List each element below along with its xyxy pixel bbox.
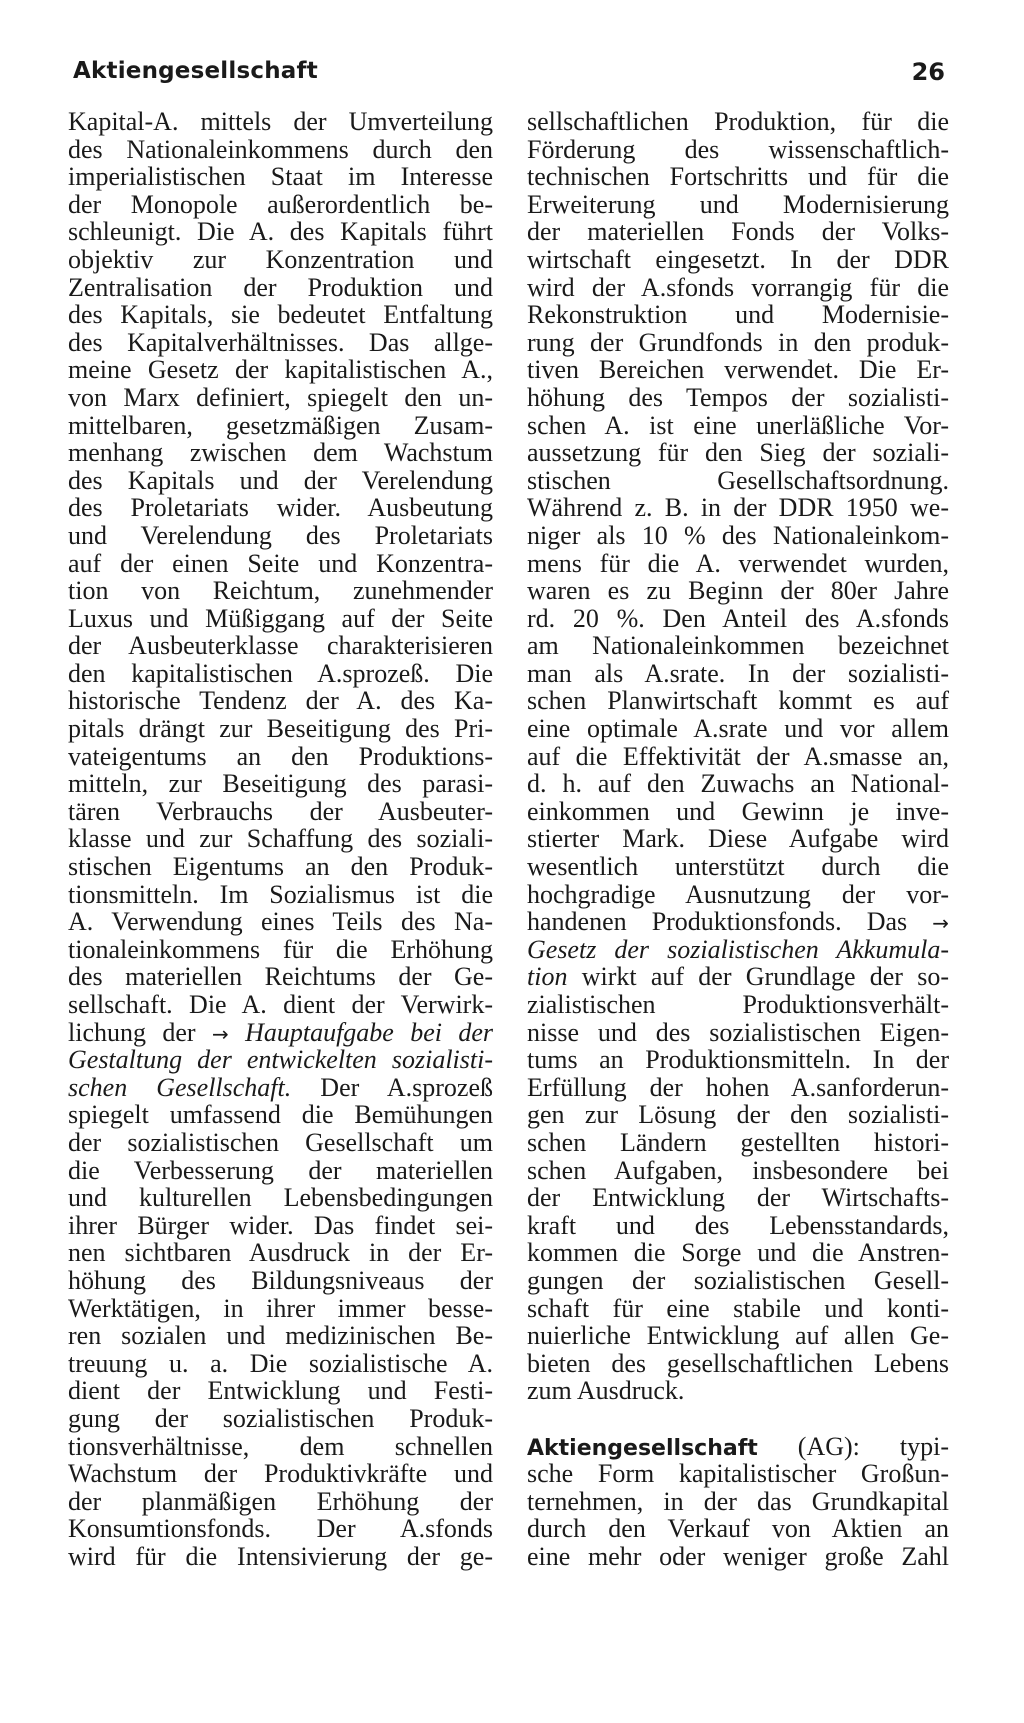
text-line xyxy=(68,1184,493,1212)
text-segment: Kapital-A. mittels der Umverteilung xyxy=(68,107,493,136)
cross-reference-text: schen Gesellschaft. xyxy=(68,1072,292,1102)
text-line xyxy=(68,108,493,136)
text-segment: tiven Bereichen verwendet. Die Er- xyxy=(527,355,949,385)
text-line xyxy=(527,1046,949,1074)
text-line xyxy=(527,660,949,688)
text-line xyxy=(68,1267,493,1295)
text-line xyxy=(527,1267,949,1295)
text-line xyxy=(527,743,949,771)
text-line xyxy=(68,660,493,688)
text-segment: Wachstum der Produktivkräfte und xyxy=(68,1459,493,1489)
text-segment: Rekonstruktion und Modernisie- xyxy=(527,300,949,330)
text-segment: am Nationaleinkommen bezeichnet xyxy=(527,631,949,661)
text-line xyxy=(527,1488,949,1516)
text-segment: Erweiterung und Modernisierung xyxy=(527,189,949,219)
text-segment: handenen Produktionsfonds. Das xyxy=(527,907,933,937)
text-line xyxy=(68,963,493,991)
entry-headword: Aktiengesellschaft xyxy=(527,1435,758,1461)
text-line xyxy=(68,1239,493,1267)
text-segment: niger als 10 % des Nationaleinkom- xyxy=(527,520,949,550)
text-line xyxy=(527,881,949,909)
text-segment: tären Verbrauchs der Ausbeuter- xyxy=(68,796,493,826)
text-line xyxy=(527,356,949,384)
text-line xyxy=(68,605,493,633)
text-segment: rung der Grundfonds in den produk- xyxy=(527,327,949,357)
text-line xyxy=(68,1212,493,1240)
text-segment: kraft und des Lebensstandards, xyxy=(527,1210,949,1240)
text-segment: tionsmitteln. Im Sozialismus ist die xyxy=(68,879,493,909)
text-segment: bieten des gesellschaftlichen Lebens xyxy=(527,1348,949,1378)
text-line xyxy=(68,550,493,578)
text-line xyxy=(527,715,949,743)
text-segment: des Kapitals, sie bedeutet Entfaltung xyxy=(68,300,493,330)
text-segment: des Kapitals und der Verelendung xyxy=(68,465,493,495)
text-line xyxy=(68,356,493,384)
text-segment: des Proletariats wider. Ausbeutung xyxy=(68,493,493,523)
cross-reference-text: tion xyxy=(527,962,568,992)
text-segment: stierter Mark. Diese Aufgabe wird xyxy=(527,824,949,854)
text-line xyxy=(527,1212,949,1240)
text-line xyxy=(68,853,493,881)
text-segment: tionaleinkommens für die Erhöhung xyxy=(68,934,493,964)
text-segment: höhung des Bildungsniveaus der xyxy=(68,1265,493,1295)
text-line xyxy=(527,108,949,136)
text-segment: Luxus und Müßiggang auf der Seite xyxy=(68,603,493,633)
text-segment: Zentralisation der Produktion und xyxy=(68,272,493,302)
text-line xyxy=(68,991,493,1019)
text-segment: tion von Reichtum, zunehmender xyxy=(68,576,493,606)
text-line xyxy=(527,963,949,991)
text-segment: meine Gesetz der kapitalistischen A., xyxy=(68,355,493,385)
text-segment: den kapitalistischen A.sprozeß. Die xyxy=(68,658,493,688)
text-line xyxy=(68,1405,493,1433)
text-line xyxy=(68,770,493,798)
text-segment: tums an Produktionsmitteln. In der xyxy=(527,1045,949,1075)
text-line xyxy=(527,191,949,219)
text-line xyxy=(68,881,493,909)
paragraph-gap xyxy=(527,1405,949,1433)
text-segment: mens für die A. verwendet wurden, xyxy=(527,548,949,578)
text-line xyxy=(68,715,493,743)
text-line xyxy=(527,1515,949,1543)
text-segment: ternehmen, in der das Grundkapital xyxy=(527,1486,949,1516)
text-segment: der materiellen Fonds der Volks- xyxy=(527,217,949,247)
text-segment: gung der sozialistischen Produk- xyxy=(68,1403,493,1433)
text-line xyxy=(68,329,493,357)
text-line xyxy=(68,218,493,246)
text-line xyxy=(527,163,949,191)
text-line xyxy=(68,467,493,495)
text-line xyxy=(527,1101,949,1129)
text-segment: höhung des Tempos der sozialisti- xyxy=(527,382,949,412)
text-line xyxy=(527,1239,949,1267)
text-line xyxy=(68,274,493,302)
page-header xyxy=(73,58,945,92)
text-segment: der Ausbeuterklasse charakterisieren xyxy=(68,631,493,661)
text-segment: und Verelendung des Proletariats xyxy=(68,520,493,550)
text-segment: rd. 20 %. Den Anteil des A.sfonds xyxy=(527,603,949,633)
text-segment: waren es zu Beginn der 80er Jahre xyxy=(527,576,949,606)
text-segment: einkommen und Gewinn je inve- xyxy=(527,796,949,826)
text-line xyxy=(68,1433,493,1461)
cross-reference-arrow: → xyxy=(932,911,949,936)
text-segment: ihrer Bürger wider. Das findet sei- xyxy=(68,1210,493,1240)
text-segment: A. Verwendung eines Teils des Na- xyxy=(68,907,493,937)
text-line xyxy=(527,853,949,881)
text-segment: imperialistischen Staat im Interesse xyxy=(68,162,493,192)
text-line xyxy=(527,936,949,964)
text-line xyxy=(68,825,493,853)
text-segment: Konsumtionsfonds. Der A.sfonds xyxy=(68,1514,493,1544)
text-line xyxy=(527,1157,949,1185)
text-line xyxy=(68,1488,493,1516)
text-line xyxy=(527,1184,949,1212)
text-segment: des Nationaleinkommens durch den xyxy=(68,134,493,164)
text-segment: eine mehr oder weniger große Zahl xyxy=(527,1541,949,1571)
text-segment: Während z. B. in der DDR 1950 we- xyxy=(527,493,949,523)
text-segment: des Kapitalverhältnisses. Das allge- xyxy=(68,327,493,357)
text-line xyxy=(527,1543,949,1571)
text-segment: wesentlich unterstützt durch die xyxy=(527,852,949,882)
text-segment: Erfüllung der hohen A.sanforderun- xyxy=(527,1072,949,1102)
text-line xyxy=(527,1295,949,1323)
text-line xyxy=(527,1460,949,1488)
text-segment: klasse und zur Schaffung des soziali- xyxy=(68,824,493,854)
text-line xyxy=(527,825,949,853)
text-line xyxy=(68,1322,493,1350)
cross-reference-text: Gestaltung der entwickelten sozialisti- xyxy=(68,1045,493,1075)
text-segment: lichung der xyxy=(68,1017,212,1047)
text-segment: gen zur Lösung der den sozialisti- xyxy=(527,1100,949,1130)
text-segment: Förderung des wissenschaftlich- xyxy=(527,134,949,164)
running-head: Aktiengesellschaft xyxy=(73,58,318,84)
text-segment: der sozialistischen Gesellschaft um xyxy=(68,1127,493,1157)
text-segment: durch den Verkauf von Aktien an xyxy=(527,1514,949,1544)
text-segment: spiegelt umfassend die Bemühungen xyxy=(68,1100,493,1130)
text-segment: man als A.srate. In der sozialisti- xyxy=(527,658,949,688)
text-line xyxy=(68,743,493,771)
text-line xyxy=(68,136,493,164)
text-line xyxy=(527,494,949,522)
text-segment: (AG): typi- xyxy=(757,1431,949,1461)
text-line xyxy=(527,439,949,467)
text-line xyxy=(527,412,949,440)
text-segment: historische Tendenz der A. des Ka- xyxy=(68,686,493,716)
text-segment: zialistischen Produktionsverhält- xyxy=(527,990,949,1019)
text-line xyxy=(527,246,949,274)
text-line xyxy=(68,191,493,219)
text-line xyxy=(527,384,949,412)
text-segment: technischen Fortschritts und für die xyxy=(527,162,949,192)
text-segment: wird der A.sfonds vorrangig für die xyxy=(527,272,949,302)
text-segment: pitals drängt zur Beseitigung des Pri- xyxy=(68,714,493,744)
text-line xyxy=(68,936,493,964)
text-line xyxy=(68,1074,493,1102)
text-line xyxy=(527,522,949,550)
text-line xyxy=(68,246,493,274)
text-segment: zum Ausdruck. xyxy=(527,1376,685,1406)
text-segment: der planmäßigen Erhöhung der xyxy=(68,1486,493,1516)
text-line xyxy=(68,1019,493,1047)
text-line xyxy=(527,1433,949,1461)
text-segment: d. h. auf den Zuwachs an National- xyxy=(527,769,949,799)
text-line xyxy=(527,136,949,164)
text-segment: treuung u. a. Die sozialistische A. xyxy=(68,1348,493,1378)
text-segment: objektiv zur Konzentration und xyxy=(68,244,493,274)
text-line xyxy=(68,632,493,660)
text-line xyxy=(527,329,949,357)
text-line xyxy=(68,301,493,329)
text-line xyxy=(527,550,949,578)
text-line xyxy=(68,798,493,826)
right-column xyxy=(527,108,949,1570)
text-line xyxy=(68,1460,493,1488)
cross-reference-text: Hauptaufgabe bei der xyxy=(228,1017,494,1047)
text-segment: schen Aufgaben, insbesondere bei xyxy=(527,1155,949,1185)
text-segment: vateigentums an den Produktions- xyxy=(68,741,493,771)
text-line xyxy=(68,908,493,936)
text-segment: schen A. ist eine unerläßliche Vor- xyxy=(527,410,949,440)
text-line xyxy=(527,908,949,936)
text-segment: wirkt auf der Grundlage der so- xyxy=(567,962,949,992)
text-line xyxy=(68,1543,493,1571)
text-segment: schen Planwirtschaft kommt es auf xyxy=(527,686,949,716)
text-line xyxy=(68,384,493,412)
cross-reference-arrow: → xyxy=(211,1021,229,1046)
text-line xyxy=(527,1322,949,1350)
text-segment: sche Form kapitalistischer Großun- xyxy=(527,1459,949,1489)
text-line xyxy=(527,301,949,329)
text-segment: ren sozialen und medizinischen Be- xyxy=(68,1321,493,1351)
text-segment: auf der einen Seite und Konzentra- xyxy=(68,548,493,578)
text-segment: Der A.sprozeß xyxy=(291,1072,493,1102)
text-line xyxy=(68,1515,493,1543)
text-line xyxy=(68,1350,493,1378)
text-line xyxy=(527,605,949,633)
text-line xyxy=(68,494,493,522)
text-line xyxy=(527,1019,949,1047)
text-line xyxy=(527,218,949,246)
text-line xyxy=(527,1074,949,1102)
text-line xyxy=(68,687,493,715)
cross-reference-text: Gesetz der sozialistischen Akkumula- xyxy=(527,934,949,964)
text-line xyxy=(527,467,949,495)
text-segment: nuierliche Entwicklung auf allen Ge- xyxy=(527,1321,949,1351)
text-line xyxy=(527,1350,949,1378)
text-segment: kommen die Sorge und die Anstren- xyxy=(527,1238,949,1268)
text-segment: nen sichtbaren Ausdruck in der Er- xyxy=(68,1238,493,1268)
text-segment: und kulturellen Lebensbedingungen xyxy=(68,1183,493,1213)
text-line xyxy=(527,1377,949,1405)
text-line xyxy=(68,1101,493,1129)
text-segment: schen Ländern gestellten histori- xyxy=(527,1127,949,1157)
text-segment: stischen Gesellschaftsordnung. xyxy=(527,465,949,495)
text-segment: Werktätigen, in ihrer immer besse- xyxy=(68,1293,493,1323)
text-segment: hochgradige Ausnutzung der vor- xyxy=(527,879,949,909)
text-segment: dient der Entwicklung und Festi- xyxy=(68,1376,493,1406)
text-line xyxy=(527,1129,949,1157)
left-column xyxy=(68,108,493,1570)
text-segment: die Verbesserung der materiellen xyxy=(68,1155,493,1185)
text-line xyxy=(527,577,949,605)
text-line xyxy=(527,632,949,660)
text-segment: des materiellen Reichtums der Ge- xyxy=(68,962,493,992)
text-line xyxy=(68,577,493,605)
text-segment: der Entwicklung der Wirtschafts- xyxy=(527,1183,949,1213)
text-segment: der Monopole außerordentlich be- xyxy=(68,189,493,219)
text-segment: von Marx definiert, spiegelt den un- xyxy=(68,382,493,412)
text-line xyxy=(68,522,493,550)
page-number: 26 xyxy=(911,58,945,86)
text-line xyxy=(68,1129,493,1157)
text-line xyxy=(527,687,949,715)
text-segment: stischen Eigentums an den Produk- xyxy=(68,852,493,882)
text-line xyxy=(68,1295,493,1323)
text-line xyxy=(68,439,493,467)
text-segment: gungen der sozialistischen Gesell- xyxy=(527,1265,949,1295)
text-line xyxy=(527,991,949,1019)
text-line xyxy=(68,163,493,191)
text-segment: wirtschaft eingesetzt. In der DDR xyxy=(527,244,949,274)
text-segment: tionsverhältnisse, dem schnellen xyxy=(68,1431,493,1461)
text-segment: nisse und des sozialistischen Eigen- xyxy=(527,1017,949,1047)
text-line xyxy=(68,1157,493,1185)
text-line xyxy=(68,1377,493,1405)
text-segment: schleunigt. Die A. des Kapitals führt xyxy=(68,217,493,247)
text-segment: menhang zwischen dem Wachstum xyxy=(68,438,493,468)
text-segment: schaft für eine stabile und konti- xyxy=(527,1293,949,1323)
text-line xyxy=(527,798,949,826)
text-segment: eine optimale A.srate und vor allem xyxy=(527,714,949,744)
text-line xyxy=(68,412,493,440)
text-segment: wird für die Intensivierung der ge- xyxy=(68,1541,493,1571)
text-segment: mittelbaren, gesetzmäßigen Zusam- xyxy=(68,410,493,440)
text-segment: sellschaft. Die A. dient der Verwirk- xyxy=(68,990,493,1019)
text-segment: mitteln, zur Beseitigung des parasi- xyxy=(68,769,493,799)
text-segment: aussetzung für den Sieg der soziali- xyxy=(527,438,949,468)
text-segment: auf die Effektivität der A.smasse an, xyxy=(527,741,949,771)
text-line xyxy=(68,1046,493,1074)
text-segment: sellschaftlichen Produktion, für die xyxy=(527,107,949,136)
text-line xyxy=(527,770,949,798)
text-line xyxy=(527,274,949,302)
